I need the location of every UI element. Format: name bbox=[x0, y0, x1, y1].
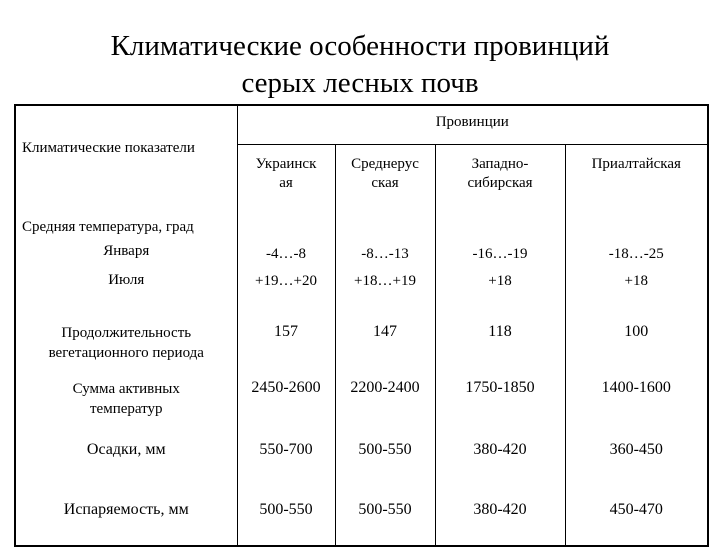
january-value: -18…-25 bbox=[608, 246, 664, 262]
table-cell: 2200-2400 bbox=[335, 375, 435, 431]
table-cell: 1750-1850 bbox=[435, 375, 565, 431]
table-cell: 1400-1600 bbox=[565, 375, 708, 431]
title-line-1: Климатические особенности провинций bbox=[110, 30, 610, 62]
table-cell: 500-550 bbox=[335, 431, 435, 491]
table-cell: 550-700 bbox=[237, 431, 335, 491]
province-header-west-siberian: Западно- сибирская bbox=[435, 145, 565, 212]
table-cell: 100 bbox=[565, 319, 708, 375]
row-label: Осадки, мм bbox=[86, 441, 166, 458]
title-line-2: серых лесных почв bbox=[241, 67, 479, 99]
row-label: Испаряемость, мм bbox=[63, 501, 189, 518]
table-row-evaporation bbox=[15, 491, 708, 546]
table-cell: 118 bbox=[435, 319, 565, 375]
table-row-precipitation bbox=[15, 431, 708, 491]
table-cell: 380-420 bbox=[435, 491, 565, 546]
january-value: -4…-8 bbox=[266, 246, 306, 262]
table-cell: 157 bbox=[237, 319, 335, 375]
provinces-header-row bbox=[15, 105, 708, 145]
province-header-ukrainian: Украинск ая bbox=[237, 145, 335, 212]
january-label: Января bbox=[103, 243, 150, 259]
temperature-label: Средняя температура, град bbox=[22, 219, 194, 235]
table-row-vegetation-period bbox=[15, 319, 708, 375]
january-value: -16…-19 bbox=[472, 246, 528, 262]
table-cell: 500-550 bbox=[335, 491, 435, 546]
province-header-central-russian: Среднерус ская bbox=[335, 145, 435, 212]
temperature-label-cell bbox=[15, 211, 237, 319]
january-value: -8…-13 bbox=[361, 246, 409, 262]
provinces-header: Провинции bbox=[237, 105, 708, 145]
row-label: Продолжительность вегетационного периода bbox=[48, 325, 204, 361]
july-value: +19…+20 bbox=[255, 273, 317, 289]
row-label: Сумма активных температур bbox=[72, 381, 180, 417]
first-column-header: Климатические показатели bbox=[22, 140, 195, 156]
temperature-values-west-siberian bbox=[435, 211, 565, 319]
july-value: +18 bbox=[488, 273, 512, 289]
july-label: Июля bbox=[108, 272, 145, 288]
july-value: +18 bbox=[624, 273, 648, 289]
table-cell: 147 bbox=[335, 319, 435, 375]
page-title bbox=[0, 28, 720, 102]
temperature-values-central-russian bbox=[335, 211, 435, 319]
table-cell: 450-470 bbox=[565, 491, 708, 546]
table-cell: 2450-2600 bbox=[237, 375, 335, 431]
temperature-values-ukrainian bbox=[237, 211, 335, 319]
table-row-temperature bbox=[15, 211, 708, 319]
temperature-values-altai bbox=[565, 211, 708, 319]
province-header-altai: Приалтайская bbox=[565, 145, 708, 212]
table-row-active-temperatures bbox=[15, 375, 708, 431]
climate-table bbox=[14, 104, 709, 547]
table-cell: 500-550 bbox=[237, 491, 335, 546]
july-value: +18…+19 bbox=[354, 273, 416, 289]
table-cell: 380-420 bbox=[435, 431, 565, 491]
table-cell: 360-450 bbox=[565, 431, 708, 491]
